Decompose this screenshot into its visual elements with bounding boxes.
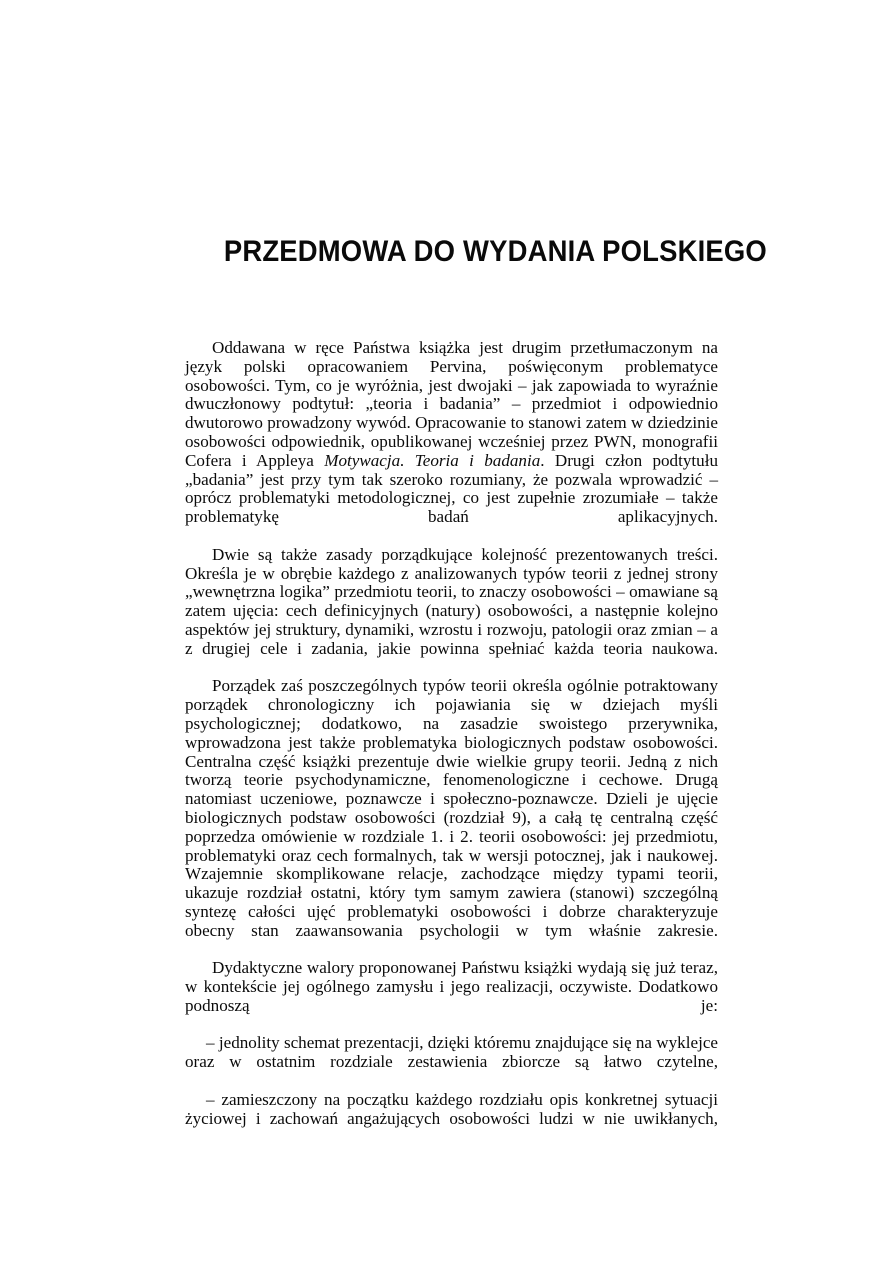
page-title: PRZEDMOWA DO WYDANIA POLSKIEGO <box>223 234 767 268</box>
book-title-italic: Motywacja. Teoria i badania <box>324 450 541 470</box>
paragraph-1-text-after-italic: . Drugi człon podtytułu „badania” jest przy tym tak szeroko rozumiany, że pozwala wprowadzić – oprócz problematyki metodologicznej, co jest zupełnie zrozumiałe – także problematykę badań aplikacyjnych. <box>185 450 718 527</box>
paragraph-1 <box>185 339 718 546</box>
paragraph-4: Dydaktyczne walory proponowanej Państwu książki wydają się już teraz, w kontekście jej ogólnego zamysłu i jego realizacji, oczywiste. Dodatkowo podnoszą je: <box>185 958 718 1015</box>
list-item-1: – jednolity schemat prezentacji, dzięki któremu znajdujące się na wyklejce oraz w ostatnim rozdziale zestawienia zbiorcze są łatwo czytelne, <box>185 1033 718 1072</box>
body-text-block <box>185 339 718 1147</box>
paragraph-3: Porządek zaś poszczególnych typów teorii określa ogólnie potraktowany porządek chronologiczny ich pojawiania się w dziejach myśli psychologicznej; dodatkowo, na zasadzie swoistego przerywnika, wprowadzona jest także problematyka biologicznych podstaw osobowości. Centralna część książki prezentuje dwie wielkie grupy teorii. Jedną z nich tworzą teorie psychodynamiczne, fenomenologiczne i cechowe. Drugą natomiast uczeniowe, poznawcze i społeczno-poznawcze. Dzieli je ujęcie biologicznych podstaw osobowości (rozdział 9), a całą tę centralną część poprzedza omówienie w rozdziale 1. i 2. teorii osobowości: jej przedmiotu, problematyki oraz cech formalnych, tak w wersji potocznej, jak i naukowej. Wzajemnie skomplikowane relacje, zachodzące między typami teorii, ukazuje rozdział ostatni, który tym samym zawiera (stanowi) szczególną syntezę całości ujęć problematyki osobowości i dobrze charakteryzuje obecny stan zaawansowania psychologii w tym właśnie zakresie. <box>185 676 718 940</box>
list-item-2: – zamieszczony na początku każdego rozdziału opis konkretnej sytuacji życiowej i zachowań angażujących osobowości ludzi w nie uwikłanych, <box>185 1089 718 1128</box>
paragraph-1-text-before-italic: Oddawana w ręce Państwa książka jest drugim przetłumaczonym na język polski opracowaniem Pervina, poświęconym problematyce osobowości. Tym, co je wyróżnia, jest dwojaki – jak zapowiada to wyraźnie dwuczłonowy podtytuł: „teoria i badania” – przedmiot i odpowiednio dwutorowo prowadzony wywód. Opracowanie to stanowi zatem w dziedzinie osobowości odpowiednik, opublikowanej wcześniej przez PWN, monografii Cofera i Appleya <box>185 338 718 470</box>
paragraph-2: Dwie są także zasady porządkujące kolejność prezentowanych treści. Określa je w obrębie każdego z analizowanych typów teorii z jednej strony „wewnętrzna logika” przedmiotu teorii, to znaczy osobowości – omawiane są zatem ujęcia: cech definicyjnych (natury) osobowości, a następnie kolejno aspektów jej struktury, dynamiki, wzrostu i rozwoju, patologii oraz zmian – a z drugiej cele i zadania, jakie powinna spełniać każda teoria naukowa. <box>185 544 718 658</box>
